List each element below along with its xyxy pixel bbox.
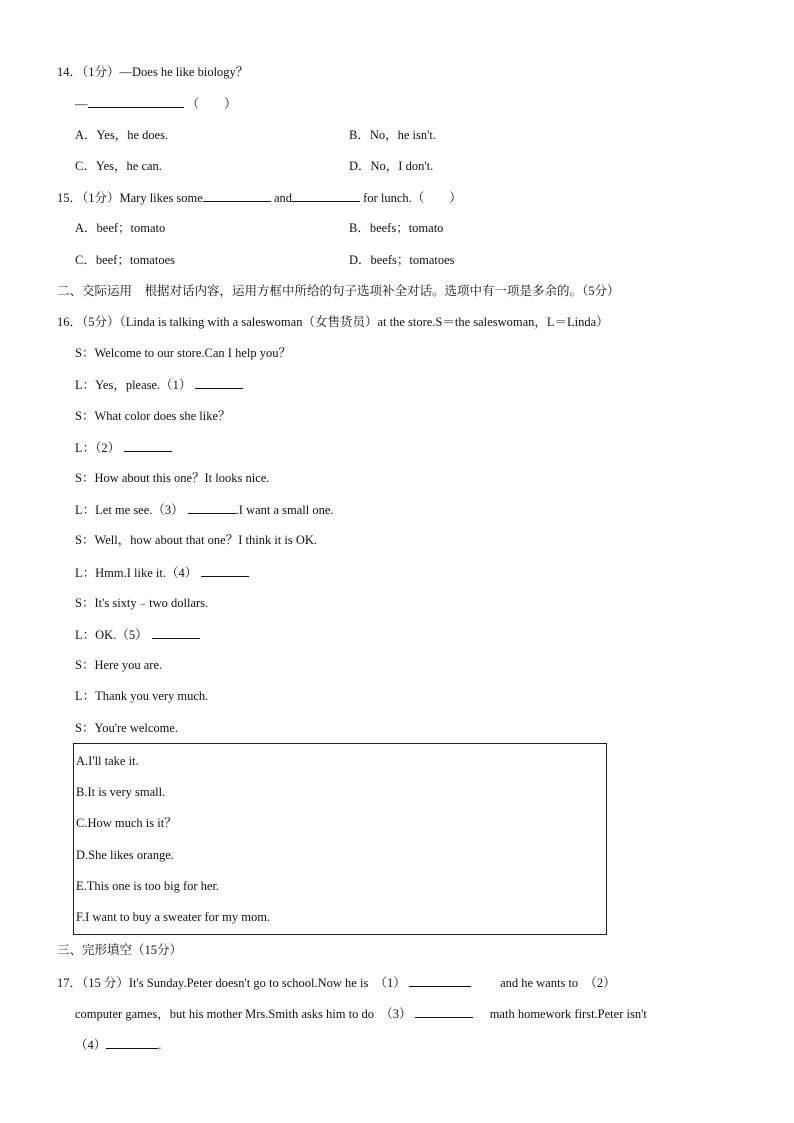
- q15-stem: [57, 189, 462, 206]
- dialogue-line: [75, 532, 317, 548]
- q17-text-2b: math homework first.Peter isn't: [489, 1007, 647, 1021]
- q17-text-1a: 17．（15 分）It's Sunday.Peter doesn't go to school.Now he is （1）: [57, 976, 406, 990]
- dialogue-text: L：OK.（5）: [75, 628, 148, 642]
- dialogue-line: [75, 470, 269, 486]
- dialogue-line: [75, 408, 231, 424]
- q15-stem-b: and: [273, 191, 293, 205]
- dialogue-text: S：Well，how about that one？I think it is OK.: [75, 533, 318, 547]
- dialogue-text: L：Yes，please.（1）: [75, 378, 192, 392]
- q17-line-1: [57, 974, 737, 991]
- dialogue-line: [75, 501, 334, 518]
- q14-option-b[interactable]: B．No，he isn't.: [349, 128, 436, 142]
- dialogue-text: S：It's sixty﹣two dollars.: [75, 596, 209, 610]
- q14-option-a[interactable]: A．Yes，he does.: [75, 128, 169, 142]
- q15-blank-2[interactable]: [292, 189, 360, 202]
- q14-dash: —: [75, 97, 88, 111]
- q15-option-c[interactable]: C．beef；tomatoes: [75, 253, 175, 267]
- dialogue-line: [75, 564, 249, 581]
- option-a: A.I'll take it.: [76, 754, 139, 768]
- dialogue-line: [75, 439, 172, 456]
- dialogue-line: [75, 626, 200, 643]
- q17-blank-4[interactable]: [106, 1036, 158, 1049]
- q17-line-3: [75, 1036, 161, 1053]
- options-box: [73, 743, 607, 935]
- q15-stem-c: for lunch.（ ）: [363, 191, 462, 205]
- q17-text-1b: and he wants to （2）: [500, 976, 616, 990]
- q17-text-2a: computer games，but his mother Mrs.Smith asks him to do （3）: [75, 1007, 412, 1021]
- q14-blank[interactable]: [88, 95, 184, 108]
- dialogue-blank[interactable]: [152, 626, 200, 639]
- q14-option-c[interactable]: C．Yes，he can.: [75, 159, 162, 173]
- option-c: C.How much is it？: [76, 816, 177, 830]
- dialogue-line: [75, 688, 208, 704]
- q17-text-3a: （4）: [75, 1038, 107, 1052]
- dialogue-line: [75, 595, 208, 611]
- section3-heading: 三、完形填空（15分）: [57, 943, 183, 957]
- dialogue-text: L：Thank you very much.: [75, 689, 209, 703]
- q14-stem: 14．（1分）—Does he like biology？: [57, 65, 249, 79]
- dialogue-text-after: .I want a small one.: [235, 503, 334, 517]
- dialogue-line: [75, 376, 243, 393]
- dialogue-text: S：You're welcome.: [75, 721, 179, 735]
- dialogue-line: [75, 720, 178, 736]
- dialogue-text: S：Welcome to our store.Can I help you？: [75, 346, 291, 360]
- q17-blank-1[interactable]: [409, 974, 471, 987]
- dialogue-blank[interactable]: [124, 439, 172, 452]
- q17-line-2: [75, 1005, 647, 1022]
- dialogue-text: L：Let me see.（3）: [75, 503, 184, 517]
- dialogue-blank[interactable]: [201, 564, 249, 577]
- dialogue-text: S：Here you are.: [75, 658, 163, 672]
- q16-stem: 16．（5分）（Linda is talking with a saleswoman（女售货员）at the store.S＝the saleswoman，L＝Linda）: [57, 315, 609, 329]
- option-f: F.I want to buy a sweater for my mom.: [76, 910, 271, 924]
- option-b: B.It is very small.: [76, 785, 166, 799]
- q15-option-b[interactable]: B．beefs；tomato: [349, 221, 444, 235]
- q15-option-a[interactable]: A．beef；tomato: [75, 221, 166, 235]
- q14-paren: （ ）: [186, 97, 237, 111]
- q15-option-d[interactable]: D．beefs；tomatoes: [349, 253, 455, 267]
- dialogue-text: S：How about this one？It looks nice.: [75, 471, 270, 485]
- dialogue-text: S：What color does she like？: [75, 409, 231, 423]
- section2-heading: 二、交际运用 根据对话内容，运用方框中所给的句子选项补全对话。选项中有一项是多余的。（5分）: [57, 284, 620, 298]
- q14-answer-line: [75, 95, 237, 112]
- option-e: E.This one is too big for her.: [76, 879, 220, 893]
- q17-blank-3[interactable]: [415, 1005, 473, 1018]
- dialogue-line: [75, 657, 162, 673]
- option-d: D.She likes orange.: [76, 848, 174, 862]
- dialogue-line: [75, 345, 291, 361]
- q14-option-d[interactable]: D．No，I don't.: [349, 159, 434, 173]
- q17-text-3b: .: [158, 1038, 162, 1052]
- dialogue-text: L：Hmm.I like it.（4）: [75, 566, 198, 580]
- dialogue-text: L：（2）: [75, 441, 121, 455]
- dialogue-blank[interactable]: [195, 376, 243, 389]
- q15-stem-a: 15．（1分）Mary likes some: [57, 191, 203, 205]
- q15-blank-1[interactable]: [203, 189, 271, 202]
- dialogue-blank[interactable]: [188, 501, 236, 514]
